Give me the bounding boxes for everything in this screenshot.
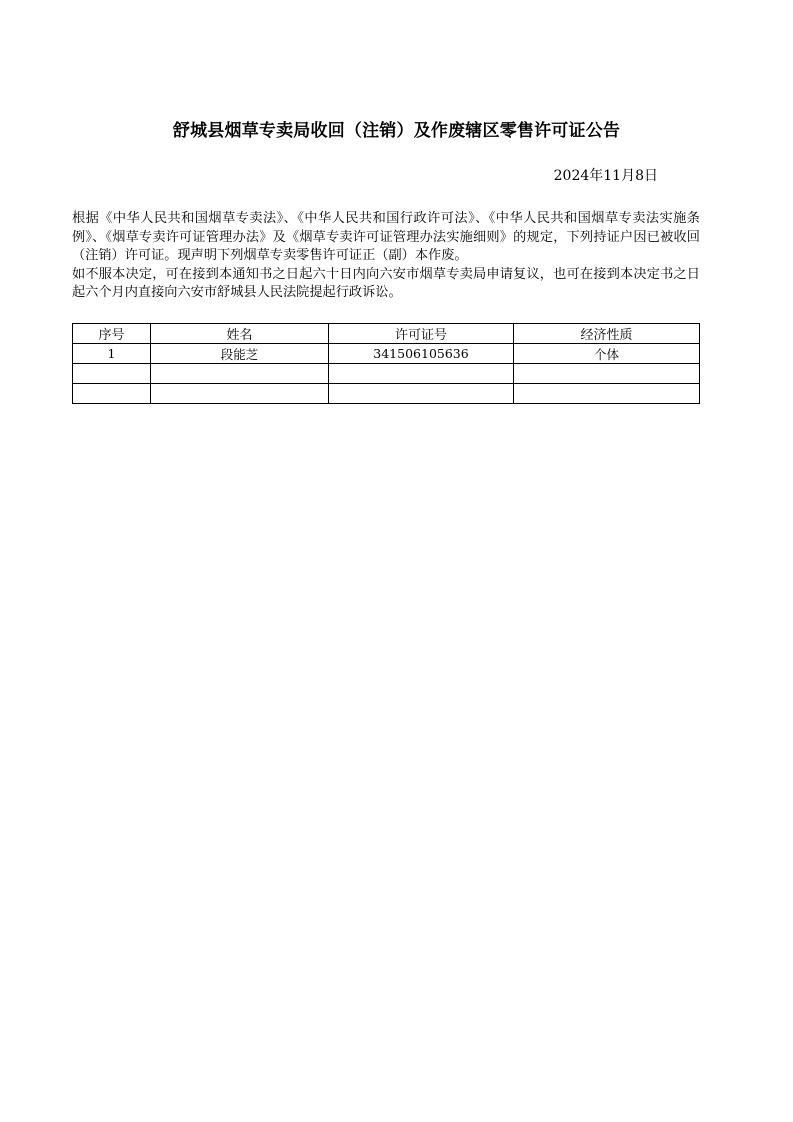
- cell-name: 段能芝: [151, 344, 329, 364]
- legal-basis-paragraph: 根据《中华人民共和国烟草专卖法》、《中华人民共和国行政许可法》、《中华人民共和国烟草专卖法实施条例》、《烟草专卖许可证管理办法》及《烟草专卖许可证管理办法实施细则》的规定，下列持证户因已被收回（注销）许可证。现声明下列烟草专卖零售许可证正（副）本作废。: [72, 211, 700, 263]
- document-title: 舒城县烟草专卖局收回（注销）及作废辖区零售许可证公告: [172, 121, 621, 141]
- header-economic-nature: 经济性质: [514, 324, 700, 344]
- cell-license-number: [329, 384, 514, 404]
- cell-name: [151, 384, 329, 404]
- cell-economic-nature: [514, 364, 700, 384]
- table-header-row: [73, 324, 700, 344]
- cell-economic-nature: 个体: [514, 344, 700, 364]
- license-table: [72, 323, 700, 404]
- table-row: [73, 384, 700, 404]
- cell-license-number: [329, 364, 514, 384]
- cell-serial-number: 1: [73, 344, 151, 364]
- header-serial-number: 序号: [73, 324, 151, 344]
- header-license-number: 许可证号: [329, 324, 514, 344]
- cell-license-number: 341506105636: [329, 344, 514, 364]
- table-row: [73, 344, 700, 364]
- cell-name: [151, 364, 329, 384]
- appeal-paragraph: 如不服本决定，可在接到本通知书之日起六十日内向六安市烟草专卖局申请复议，也可在接到本决定书之日起六个月内直接向六安市舒城县人民法院提起行政诉讼。: [72, 266, 700, 300]
- announcement-body: [72, 210, 700, 303]
- cell-serial-number: [73, 364, 151, 384]
- header-name: 姓名: [151, 324, 329, 344]
- table-row: [73, 364, 700, 384]
- cell-economic-nature: [514, 384, 700, 404]
- cell-serial-number: [73, 384, 151, 404]
- announcement-date: 2024年11月8日: [553, 168, 658, 184]
